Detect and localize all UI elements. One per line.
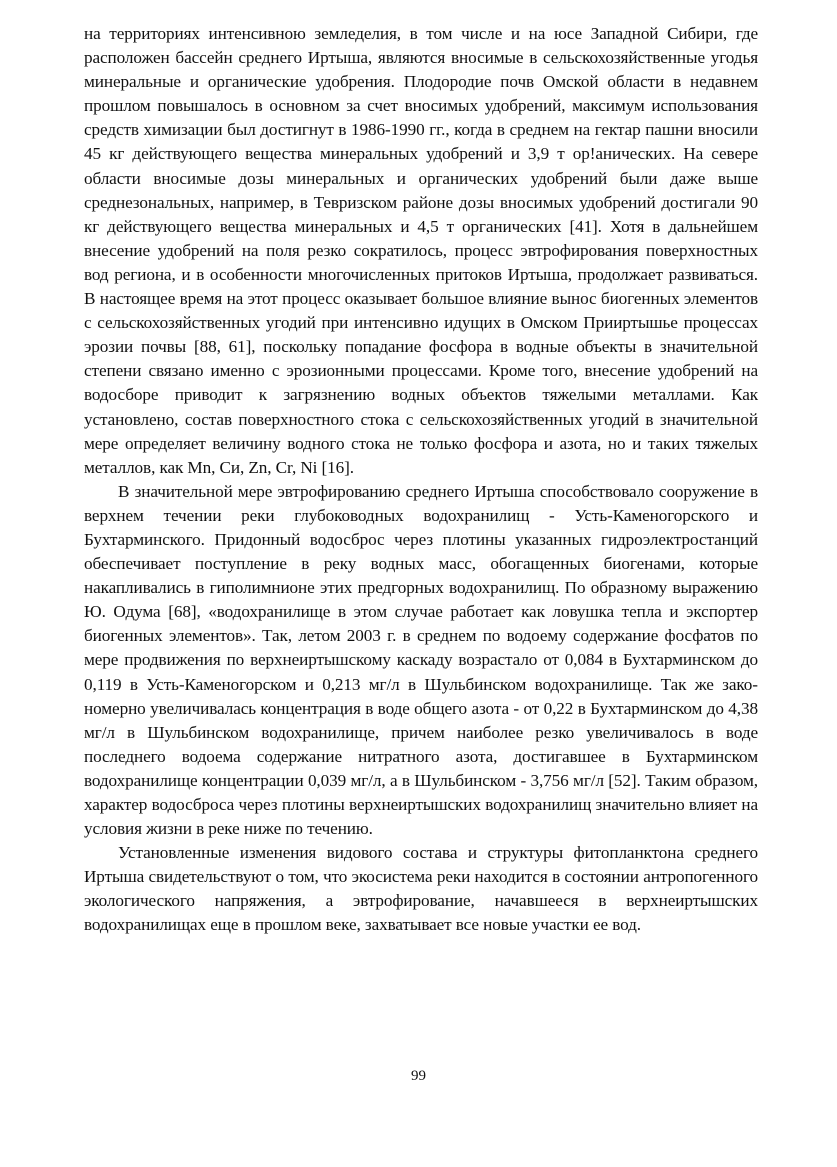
document-page [84,22,758,938]
paragraph-reservoirs: В значительной мере эвтрофированию среднего Иртыша способствовало сооружение в верхнем течении реки глубоководных водохранилищ - Усть-Каменогорского и Бухтарминского. Придонный водосброс через плотины указанных гидроэлектростанций обеспечивает поступление в реку водных масс, обогащенных биогенами, которые накапливались в гиполимнионе этих предгорных водохранилищ. По образному выражению Ю. Одума [68], «водохранилище в этом случае работает как ловушка тепла и экспортер биогенных элементов». Так, летом 2003 г. в среднем по водоему содержание фосфатов по мере продвижения по верхнеиртышскому каскаду возрастало от 0,084 в Бухтарминском до 0,119 в Усть-Каменогорском и 0,213 мг/л в Шульбинском водохранилище. Так же закономерно увеличивалась концентрация в воде общего азота - от 0,22 в Бухтарминском до 4,38 мг/л в Шульбинском водохранилище, причем наиболее резко увеличивалось в воде последнего водоема содержание нитратного азота, достигавшее в Бухтарминском водохранилище концентрации 0,039 мг/л, а в Шульбинском - 3,756 мг/л [52]. Таким образом, характер водосброса через плотины верхнеиртышских водохранилищ значительно влияет на условия жизни в реке ниже по течению. [84,481,758,839]
paragraph-fertilizers: на территориях интенсивною земледелия, в том числе и на юсе Западной Сибири, где расположен бассейн среднего Иртыша, являются вносимые в сельскохозяйственные угодья минеральные и органические удобрения. Плодородие почв Омской области в недавнем прошлом повышалось в основном за счет вносимых удобрений, максимум использования средств химизации был достигнут в 1986-1990 гг., когда в среднем на гектар пашни вносили 45 кг действующего вещества минеральных удобрений и 3,9 т ор!анических. На севере области вносимые дозы минеральных и органических удобрений были даже выше среднезональных, например, в Тевризском районе дозы вносимых удобрений достигали 90 кг действующего вещества минеральных и 4,5 т органических [41]. Хотя в дальнейшем внесение удобрений на поля резко сократилось, процесс эвтрофирования поверхностных вод региона, и в особенности многочисленных притоков Иртыша, продолжает развиваться. В настоящее время на этот процесс оказывает большое влияние вынос биогенных элементов с сельскохозяйственных угодий при интенсивно идущих в Омском Прииртышье процессах эрозии почвы [88, 61], поскольку попадание фосфора в водные объекты в значительной степени связано именно с эрозионными процессами. Кроме того, внесение удобрений на водосборе приводит к загрязнению водных объектов тяжелыми металлами. Как установлено, состав поверхностного стока с сельскохозяйственных угодий в значительной мере определяет величину водного стока не только фосфора и азота, но и таких тяжелых металлов, как Mn, Си, Zn, Сr, Ni [16]. [84,24,758,477]
paragraph-conclusion: Установленные изменения видового состава и структуры фитопланктона среднего Иртыша свидетельствуют о том, что экосистема реки находится в состоянии антропогенного экологического напряжения, а эвтрофирование, начавшееся в верхнеиртышских водохранилищах еще в прошлом веке, захватывает все новые участки ее вод. [84,843,758,935]
page-number: 99 [411,1068,426,1084]
